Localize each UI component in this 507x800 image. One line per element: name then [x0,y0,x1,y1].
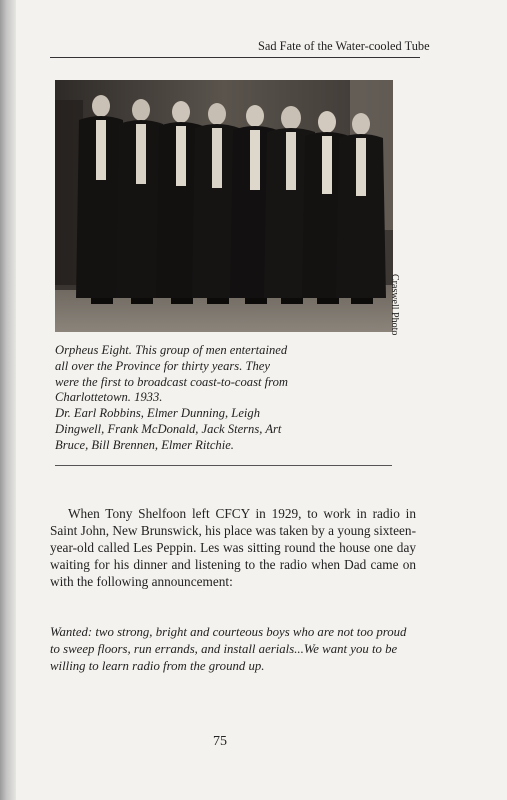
photo-credit: Craswell Photo [389,274,400,336]
caption-line: Orpheus Eight. This group of men entertained [55,343,288,357]
caption-line: Bruce, Bill Brennen, Elmer Ritchie. [55,437,234,452]
caption-description [55,343,405,406]
caption-line: Dr. Earl Robbins, Elmer Dunning, Leigh [55,406,260,420]
body-paragraph [50,505,416,590]
caption-line: Dingwell, Frank McDonald, Jack Sterns, Art [55,421,282,436]
caption-names [55,406,405,453]
page-number: 75 [213,734,227,749]
header-rule [50,57,420,58]
caption-rule [55,465,392,466]
running-head: Sad Fate of the Water-cooled Tube [258,39,430,53]
quoted-announcement: Wanted: two strong, bright and courteous boys who are not too proud to sweep floors, run errands, and install aerials...We want you to be willing to learn radio from the ground up. [50,625,407,673]
body-text: When Tony Shelfoon left CFCY in 1929, to work in radio in Saint John, New Brunswick, his place was taken by a young sixteen-year-old called Les Peppin. Les was sitting round the house one day waiting for his dinner and listening to the radio when Dad came on with the following announcement: [50,506,416,589]
book-spine-shadow [0,0,16,800]
caption-line: were the first to broadcast coast-to-coast from [55,374,288,389]
caption-line: Charlottetown. 1933. [55,390,163,405]
caption-line: all over the Province for thirty years. They [55,358,270,373]
